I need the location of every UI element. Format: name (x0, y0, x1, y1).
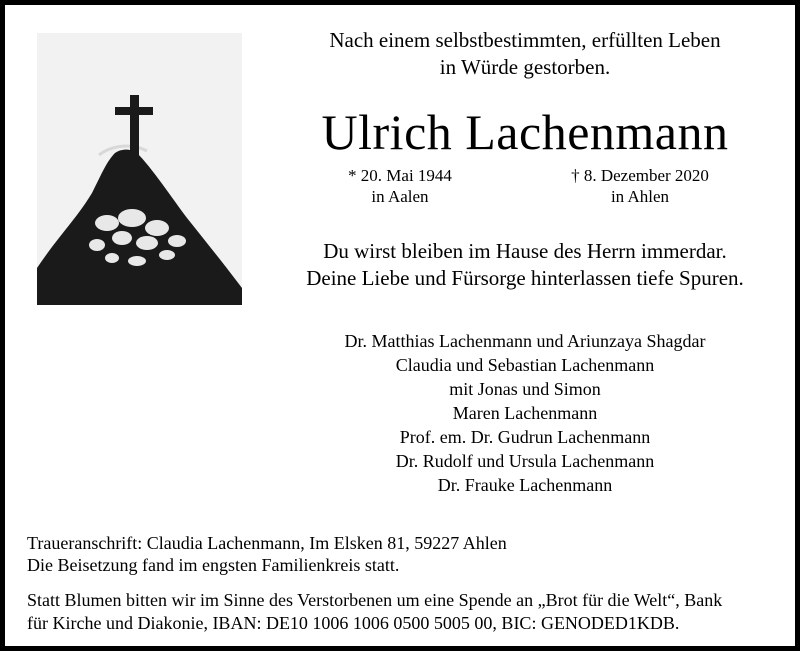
mourners-list (275, 329, 775, 497)
death-date: † 8. Dezember 2020 (571, 166, 709, 185)
cross-summit-photo (37, 33, 242, 305)
mourner-entry: Prof. em. Dr. Gudrun Lachenmann (399, 427, 651, 447)
intro-line: in Würde gestorben. (439, 55, 611, 79)
mourner-entry: mit Jonas und Simon (449, 379, 601, 399)
mourner-entry: Dr. Matthias Lachenmann und Ariunzaya Shagdar (344, 331, 706, 351)
mourner-entry: Dr. Rudolf und Ursula Lachenmann (395, 451, 655, 471)
burial-note: Die Beisetzung fand im engsten Familienkreis statt. (27, 555, 400, 575)
intro-line: Nach einem selbstbestimmten, erfüllten Leben (329, 28, 721, 52)
mourning-address (27, 532, 787, 576)
mourner-entry: Claudia und Sebastian Lachenmann (395, 355, 655, 375)
deceased-name: Ulrich Lachenmann (321, 104, 729, 160)
donation-line: Statt Blumen bitten wir im Sinne des Verstorbenen um eine Spende an „Brot für die Welt“, Bank (27, 590, 723, 610)
donation-request (27, 589, 787, 635)
death-place: in Ahlen (610, 187, 670, 206)
donation-bank-details: für Kirche und Diakonie, IBAN: DE10 1006 1006 0500 5005 00, BIC: GENODED1KDB. (27, 613, 680, 633)
birth-place: in Aalen (371, 187, 429, 206)
birth-info (290, 165, 510, 207)
cross-icon (37, 33, 242, 305)
verse-line: Deine Liebe und Fürsorge hinterlassen tiefe Spuren. (306, 266, 744, 290)
mourner-entry: Maren Lachenmann (452, 403, 598, 423)
memorial-verse (275, 238, 775, 292)
intro-text (275, 27, 775, 81)
mourner-entry: Dr. Frauke Lachenmann (437, 475, 613, 495)
birth-date: * 20. Mai 1944 (348, 166, 452, 185)
verse-line: Du wirst bleiben im Hause des Herrn immerdar. (323, 239, 727, 263)
death-info (530, 165, 750, 207)
address-line: Traueranschrift: Claudia Lachenmann, Im Elsken 81, 59227 Ahlen (27, 533, 507, 553)
